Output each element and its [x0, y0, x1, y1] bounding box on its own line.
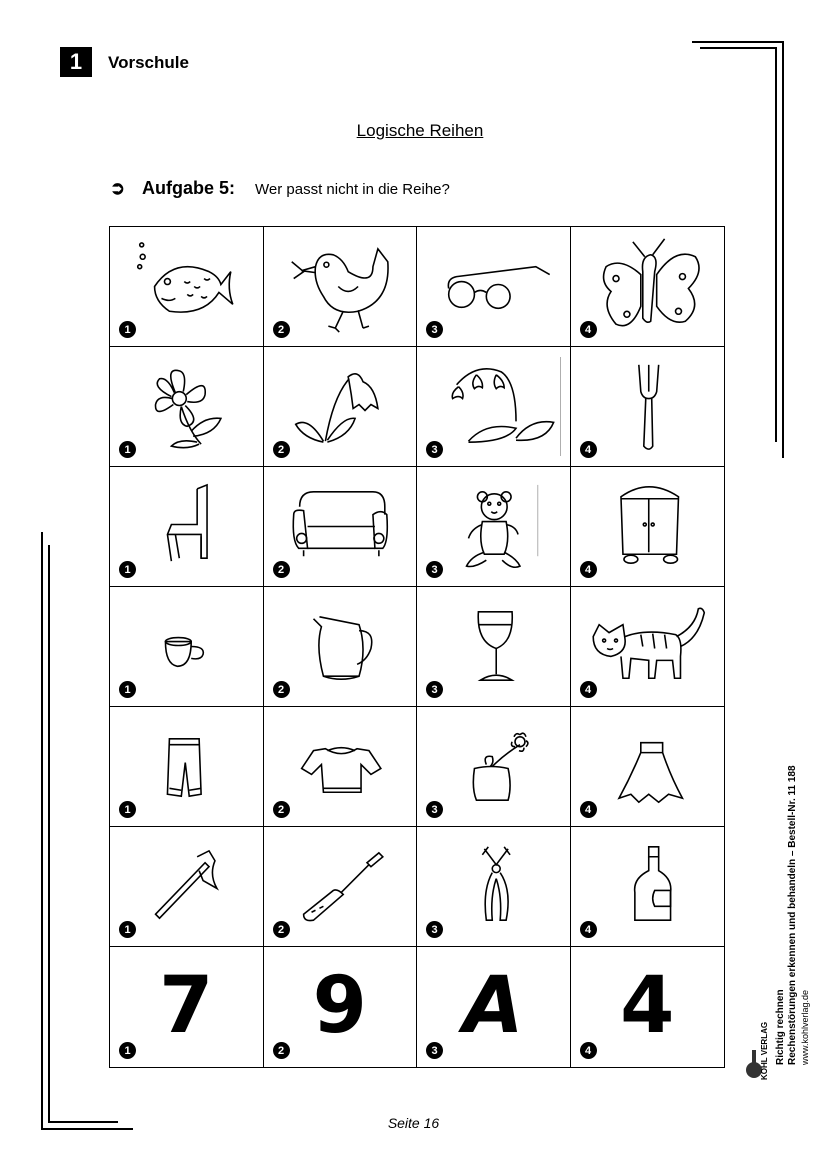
task-line [110, 178, 450, 199]
publisher-logo-text: KOHL VERLAG [760, 1021, 769, 1080]
grid-cell [110, 947, 264, 1067]
grid-cell [110, 227, 264, 347]
grid-cell [264, 347, 418, 467]
item-number: 4 [580, 681, 597, 698]
item-number: 4 [580, 561, 597, 578]
grid-cell [571, 707, 725, 827]
item-number: 3 [426, 441, 443, 458]
grid-cell [110, 827, 264, 947]
grid-cell [264, 827, 418, 947]
page-title: Logische Reihen [356, 121, 484, 140]
big-character: 4 [620, 961, 675, 1051]
grid-cell [110, 707, 264, 827]
item-number: 2 [273, 561, 290, 578]
item-number: 1 [119, 441, 136, 458]
frame-top-right-h2 [700, 47, 775, 49]
publisher-url: www.kohlverlag.de [800, 989, 810, 1065]
item-number: 1 [119, 321, 136, 338]
item-number: 4 [580, 1042, 597, 1059]
grid-cell [417, 467, 571, 587]
grid-cell [417, 947, 571, 1067]
item-number: 1 [119, 681, 136, 698]
grid-cell [417, 347, 571, 467]
chapter-number-badge: 1 [60, 47, 92, 77]
frame-bottom-left-v1 [41, 532, 43, 1130]
grid-cell [571, 587, 725, 707]
item-number: 4 [580, 801, 597, 818]
picture-grid [109, 226, 725, 1068]
item-number: 1 [119, 921, 136, 938]
item-number: 1 [119, 801, 136, 818]
grid-cell [571, 347, 725, 467]
item-number: 1 [119, 1042, 136, 1059]
page-number: Seite 16 [387, 1115, 440, 1131]
big-character: 9 [312, 961, 367, 1051]
item-number: 2 [273, 441, 290, 458]
grid-cell [571, 467, 725, 587]
task-question: Wer passt nicht in die Reihe? [255, 181, 450, 198]
grid-cell [264, 467, 418, 587]
item-number: 2 [273, 801, 290, 818]
item-number: 3 [426, 321, 443, 338]
item-number: 3 [426, 681, 443, 698]
frame-bottom-left-v2 [48, 545, 50, 1123]
grid-cell [417, 827, 571, 947]
item-number: 4 [580, 441, 597, 458]
item-number: 3 [426, 921, 443, 938]
item-number: 2 [273, 1042, 290, 1059]
grid-cell [417, 707, 571, 827]
item-number: 2 [273, 921, 290, 938]
publisher-side-text [775, 765, 811, 1065]
grid-cell [110, 587, 264, 707]
task-label: Aufgabe 5: [142, 178, 236, 198]
frame-top-right-v2 [775, 47, 777, 442]
item-number: 1 [119, 561, 136, 578]
grid-cell [417, 227, 571, 347]
grid-cell [264, 227, 418, 347]
chapter-title: Vorschule [108, 53, 189, 72]
grid-cell [417, 587, 571, 707]
grid-cell [110, 467, 264, 587]
item-number: 2 [273, 321, 290, 338]
grid-cell [264, 707, 418, 827]
grid-cell [571, 227, 725, 347]
item-number: 2 [273, 681, 290, 698]
grid-cell [264, 587, 418, 707]
frame-top-right-h1 [692, 41, 782, 43]
item-number: 3 [426, 561, 443, 578]
item-number: 3 [426, 1042, 443, 1059]
grid-cell [571, 827, 725, 947]
big-character: A [463, 961, 524, 1051]
grid-cell [110, 347, 264, 467]
item-number: 3 [426, 801, 443, 818]
grid-cell [571, 947, 725, 1067]
book-title: Richtig rechnen [775, 989, 786, 1065]
item-number: 4 [580, 921, 597, 938]
big-character: 7 [159, 961, 214, 1051]
frame-top-right-v1 [782, 41, 784, 458]
arrow-icon: ➲ [110, 178, 126, 198]
book-subtitle: Rechenstörungen erkennen und behandeln – Bestell-Nr. 11 188 [787, 765, 798, 1065]
grid-cell [264, 947, 418, 1067]
item-number: 4 [580, 321, 597, 338]
